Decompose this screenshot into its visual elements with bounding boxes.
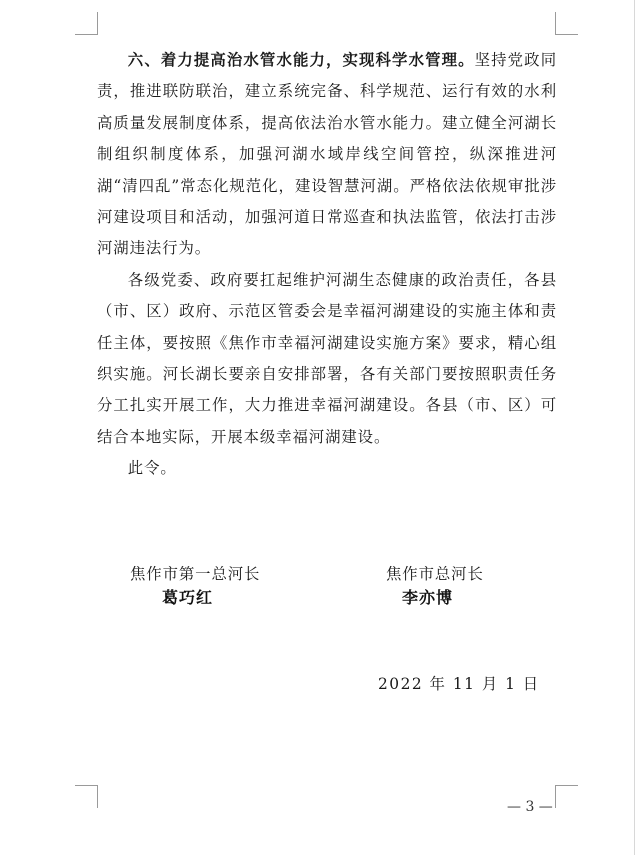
signature-title-second: 焦作市总河长 xyxy=(386,565,484,583)
section-text: 坚持党政同责，推进联防联治，建立系统完备、科学规范、运行有效的水利高质量发展制度体系，提高依法治水管水能力。建立健全河湖长制组织制度体系，加强河湖水域岸线空间管控，纵深推进河湖“清四乱”常态化规范化，建设智慧河湖。严格依法依规审批涉河建设项目和活动，加强河道日常巡查和执法监管，依法打击涉河湖违法行为。 xyxy=(97,51,557,258)
section-heading: 六、着力提高治水管水能力，实现科学水管理。 xyxy=(127,51,475,69)
document-date: 2022 年 11 月 1 日 xyxy=(378,675,540,693)
closing-line: 此令。 xyxy=(127,459,177,478)
crop-mark-bottom-left xyxy=(75,785,98,808)
section-six-paragraph xyxy=(97,45,557,265)
crop-mark-top-right xyxy=(555,12,578,35)
signature-name-first: 葛巧红 xyxy=(162,588,214,607)
responsibility-paragraph: 各级党委、政府要扛起维护河湖生态健康的政治责任，各县（市、区）政府、示范区管委会是幸福河湖建设的实施主体和责任主体，要按照《焦作市幸福河湖建设实施方案》要求，精心组织实施。河长湖长要亲自安排部署，各有关部门要按照职责任务分工扎实开展工作，大力推进幸福河湖建设。各县（市、区）可结合本地实际，开展本级幸福河湖建设。 xyxy=(97,270,557,446)
page-number: — 3 — xyxy=(507,799,553,815)
signature-name-second: 李亦博 xyxy=(402,588,454,607)
crop-mark-bottom-right xyxy=(555,785,578,808)
crop-mark-top-left xyxy=(75,12,98,35)
signature-title-first: 焦作市第一总河长 xyxy=(130,565,261,583)
body-text xyxy=(97,45,557,485)
